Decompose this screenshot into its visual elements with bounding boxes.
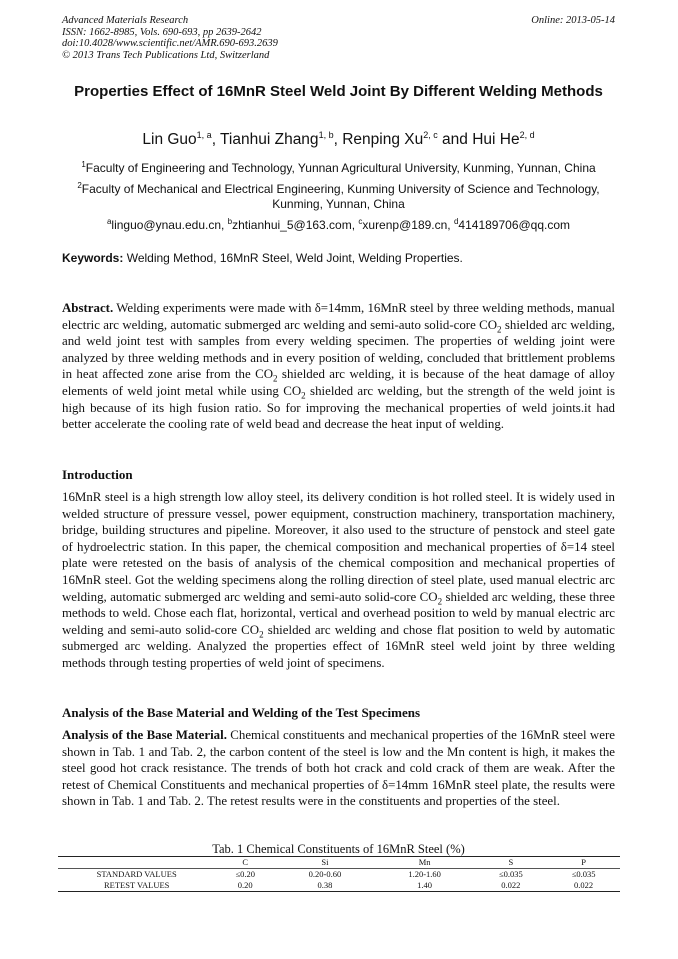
author-name: Renping Xu bbox=[342, 131, 424, 149]
author-name: Lin Guo bbox=[142, 131, 197, 149]
abstract-text: shielded arc welding, and weld joint test with samples from every welding specimen. The properties of welding joint were analyzed by three welding methods and in every position of welding, concluded that brittlement problems in heat affected zone arise from the CO bbox=[62, 317, 615, 382]
email-sup: d bbox=[453, 217, 459, 226]
subscript: 2 bbox=[497, 324, 502, 335]
table-cell: 0.022 bbox=[474, 880, 547, 892]
table-cell: 0.022 bbox=[547, 880, 620, 892]
journal-name: Advanced Materials Research bbox=[62, 15, 189, 26]
base-material-text: Chemical constituents and mechanical properties of the 16MnR steel were shown in Tab. 1 and Tab. 2, the carbon content of the steel is low and the Mn content is high, it makes the steel good hot crack resistance. The trends of both hot crack and cold crack of them are weak. After the retest of Chemical Constituents and mechanical properties of δ=14mm 16MnR steel plate, the results were shown in Tab. 1 and Tab. 2. The retest results were in the constituents and properties of the steel. bbox=[62, 728, 615, 809]
abstract-label: Abstract. bbox=[62, 301, 114, 315]
chemical-constituents-table bbox=[58, 856, 620, 892]
email-sup: c bbox=[358, 217, 363, 226]
table-cell: 0.20-0.60 bbox=[275, 869, 375, 881]
author-sup: 2, c bbox=[423, 130, 438, 140]
table-header-cell: P bbox=[547, 857, 620, 869]
email-sup: b bbox=[227, 217, 233, 226]
base-material-body bbox=[62, 727, 615, 810]
email-list: $^a$linguo@ynau.edu.cn, $^b$zhtianhui_5@163.com, $^c$xurenp@189.cn, $^d$414189706@qq.com bbox=[106, 217, 571, 232]
affiliation-text: Faculty of Engineering and Technology, Yunnan Agricultural University, Kunming, Yunnan, China bbox=[85, 161, 596, 175]
issn-line: ISSN: 1662-8985, Vols. 690-693, pp 2639-2642 bbox=[62, 26, 262, 38]
subscript: 2 bbox=[301, 390, 306, 401]
table-cell: ≤0.035 bbox=[547, 869, 620, 881]
email-sup: a bbox=[106, 217, 112, 226]
table-cell: 1.20-1.60 bbox=[375, 869, 475, 881]
email-link[interactable]: linguo@ynau.edu.cn bbox=[111, 218, 221, 232]
section-heading: Analysis of the Base Material and Welding of the Test Specimens bbox=[62, 705, 421, 720]
affiliation-sup: 1 bbox=[81, 160, 86, 169]
intro-text: shielded arc welding and chose flat position to weld by automatic submerged arc welding. Analyzed the properties effect of 16MnR steel weld joint by three welding methods through testing properties of weld joint of specimens. bbox=[62, 622, 615, 670]
table-cell: STANDARD VALUES bbox=[58, 869, 215, 881]
subscript: 2 bbox=[273, 373, 278, 384]
table-header-cell: Mn bbox=[375, 857, 475, 869]
table-row bbox=[58, 880, 620, 892]
table-header-cell: C bbox=[215, 857, 275, 869]
table-header-cell bbox=[58, 857, 215, 869]
author-sup: 2, d bbox=[519, 130, 535, 140]
author-name: Hui He bbox=[472, 131, 520, 149]
table-header-cell: Si bbox=[275, 857, 375, 869]
table-cell: ≤0.20 bbox=[215, 869, 275, 881]
abstract-text: Welding experiments were made with δ=14mm, 16MnR steel by three welding methods, manual electric arc welding, automatic submerged arc welding and semi-auto solid-core CO bbox=[62, 301, 615, 332]
affiliation-sup: 2 bbox=[77, 181, 82, 190]
subscript: 2 bbox=[437, 596, 443, 607]
table-row bbox=[58, 869, 620, 881]
journal-header bbox=[62, 15, 615, 61]
author-sup: 1, a bbox=[196, 130, 212, 140]
abstract bbox=[62, 300, 615, 433]
table-cell: RETEST VALUES bbox=[58, 880, 215, 892]
table-header-row bbox=[58, 857, 620, 869]
affiliation-text: Faculty of Mechanical and Electrical Engineering, Kunming University of Science and Technology, Kunming, Yunnan, China bbox=[81, 182, 600, 211]
table-cell: 0.20 bbox=[215, 880, 275, 892]
author-name: Tianhui Zhang bbox=[220, 131, 319, 149]
subscript: 2 bbox=[259, 629, 264, 640]
doi-line: doi:10.4028/www.scientific.net/AMR.690-693.2639 bbox=[62, 38, 278, 49]
email-link[interactable]: 414189706@qq.com bbox=[458, 218, 571, 232]
paper-title: Properties Effect of 16MnR Steel Weld Joint By Different Welding Methods bbox=[74, 83, 603, 100]
table-header-cell: S bbox=[474, 857, 547, 869]
keywords bbox=[62, 251, 615, 265]
online-date: Online: 2013-05-14 bbox=[531, 15, 615, 26]
abstract-text: shielded arc welding, it is because of the heat damage of alloy elements of weld joint metal while using CO bbox=[62, 367, 615, 398]
keywords-text: Welding Method, 16MnR Steel, Weld Joint, Welding Properties. bbox=[126, 251, 463, 265]
keywords-label: Keywords: bbox=[62, 251, 124, 265]
author-sup: 1, b bbox=[318, 130, 334, 140]
intro-text: shielded arc welding, these three methods to weld. Chose each flat, horizontal, vertical and overhead position to weld by manual electric arc welding and semi-auto solid-core CO bbox=[62, 589, 615, 637]
email-link[interactable]: xurenp@189.cn bbox=[362, 218, 448, 232]
intro-text: 16MnR steel is a high strength low alloy steel, its delivery condition is hot rolled steel. It is widely used in welded structure of pressure vessel, power equipment, construction machinery, transportation machinery, bridge, building structures and pipeline. Moreover, it also used to the structure of penstock and steel gate of hydroelectric station. In this paper, the chemical composition and mechanical properties of δ=14 steel plate were retested on the basis of analysis of the chemical composition and mechanical properties of 16MnR steel. Got the welding specimens along the rolling direction of steel plate, used manual electric arc welding, automatic submerged arc welding and semi-auto solid-core CO bbox=[62, 490, 615, 604]
affiliation-1 bbox=[62, 157, 615, 176]
table-cell: ≤0.035 bbox=[474, 869, 547, 881]
affiliation-2 bbox=[62, 178, 615, 212]
base-material-label: Analysis of the Base Material. bbox=[62, 728, 227, 742]
table-cell: 0.38 bbox=[275, 880, 375, 892]
introduction-body bbox=[62, 489, 615, 672]
email-link[interactable]: zhtianhui_5@163.com bbox=[232, 218, 352, 232]
introduction-heading: Introduction bbox=[62, 467, 133, 482]
abstract-text: shielded arc welding, but the strength of the weld joint is high because of its high fusion ratio. So for improving the mechanical properties of weld joints.it had better accelerate the cooling rate of weld bead and decrease the heat input of welding. bbox=[62, 383, 616, 432]
table-caption: Tab. 1 Chemical Constituents of 16MnR Steel (%) bbox=[212, 842, 465, 856]
author-list: Lin Guo$^{1, a}$, Tianhui Zhang$^{1, b}$, Renping Xu$^{2, c}$ and Hui He$^{2, d}$ bbox=[142, 130, 535, 149]
copyright-line: © 2013 Trans Tech Publications Ltd, Switzerland bbox=[62, 49, 270, 61]
table-cell: 1.40 bbox=[375, 880, 475, 892]
